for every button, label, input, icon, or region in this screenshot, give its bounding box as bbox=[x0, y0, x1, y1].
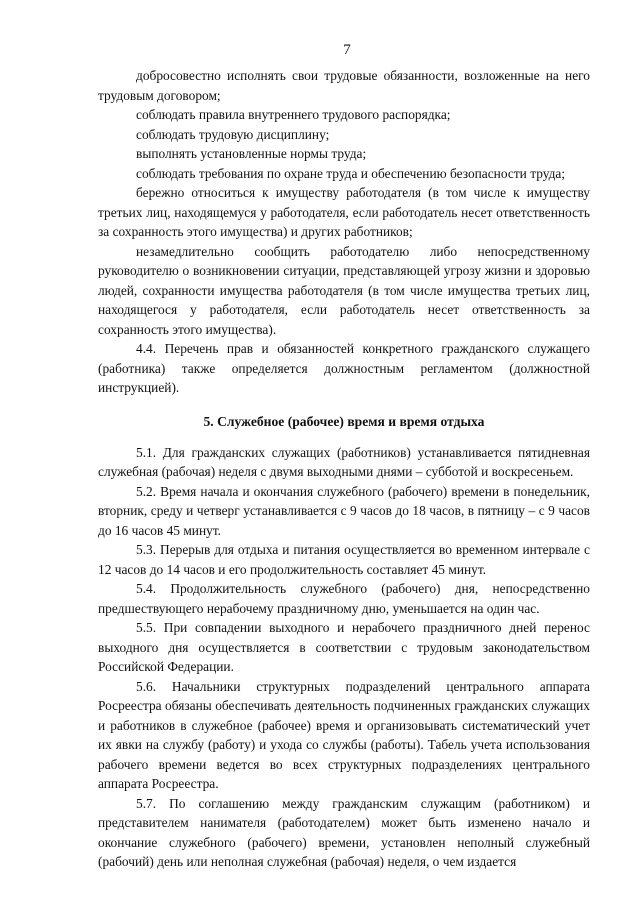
document-page bbox=[98, 40, 590, 872]
paragraph-5-5: 5.5. При совпадении выходного и нерабочего праздничного дней перенос выходного дня осуществляется в соответствии с трудовым законодательством Российской Федерации. bbox=[98, 620, 590, 674]
paragraph-4-4: 4.4. Перечень прав и обязанностей конкретного гражданского служащего (работника) также определяется должностным регламентом (должностной инструкцией). bbox=[98, 341, 590, 395]
paragraph-5-2: 5.2. Время начала и окончания служебного (рабочего) времени в понедельник, вторник, среду и четверг устанавливается с 9 часов до 18 часов, в пятницу – с 9 часов до 16 часов 45 минут. bbox=[98, 483, 590, 538]
paragraph-duty-rules: соблюдать правила внутреннего трудового распорядка; bbox=[136, 107, 451, 122]
section-heading: 5. Служебное (рабочее) время и время отдыха bbox=[203, 413, 485, 429]
paragraph-5-7: 5.7. По соглашению между гражданским служащим (работником) и представителем нанимателя (работодателем) может быть изменено начало и окончание служебного (рабочего) времени, установлен неполный служебный (рабочий) день или неполная служебная (рабочая) неделя, о чем издается bbox=[98, 795, 590, 869]
paragraph-duty-norms: выполнять установленные нормы труда; bbox=[136, 146, 367, 161]
page-number: 7 bbox=[343, 42, 351, 58]
paragraph-duty-property: бережно относиться к имуществу работодателя (в том числе к имуществу третьих лиц, находящемуся у работодателя, если работодатель несет ответственность за сохранность этого имущества) и других работников; bbox=[98, 185, 590, 239]
paragraph-duty-safety: соблюдать требования по охране труда и обеспечению безопасности труда; bbox=[136, 165, 566, 181]
paragraph-5-4: 5.4. Продолжительность служебного (рабочего) дня, непосредственно предшествующего нерабочему праздничному дню, уменьшается на один час. bbox=[98, 581, 590, 616]
paragraph-duty-report: незамедлительно сообщить работодателю либо непосредственному руководителю о возникновении ситуации, представляющей угрозу жизни и здоровью людей, сохранности имущества работодателя (в том числе имущества третьих лиц, находящегося у работодателя, если работодатель несет ответственность за сохранность этого имущества). bbox=[98, 243, 590, 337]
paragraph-5-1: 5.1. Для гражданских служащих (работников) устанавливается пятидневная служебная (рабочая) неделя с двумя выходными днями – субботой и воскресеньем. bbox=[98, 444, 590, 479]
paragraph-duty-conscientious: добросовестно исполнять свои трудовые обязанности, возложенные на него трудовым договором; bbox=[98, 68, 590, 103]
paragraph-5-3: 5.3. Перерыв для отдыха и питания осуществляется во временном интервале с 12 часов до 14 часов и его продолжительность составляет 45 минут. bbox=[98, 542, 590, 577]
paragraph-5-6: 5.6. Начальники структурных подразделений центрального аппарата Росреестра обязаны обеспечивать деятельность подчиненных гражданских служащих и работников в служебное (рабочее) время и организовывать систематический учет их явки на службу (работу) и ухода со службы (работы). Табель учета использования рабочего времени ведется во всех структурных подразделениях центрального аппарата Росреестра. bbox=[98, 678, 590, 791]
paragraph-duty-discipline: соблюдать трудовую дисциплину; bbox=[136, 126, 330, 142]
